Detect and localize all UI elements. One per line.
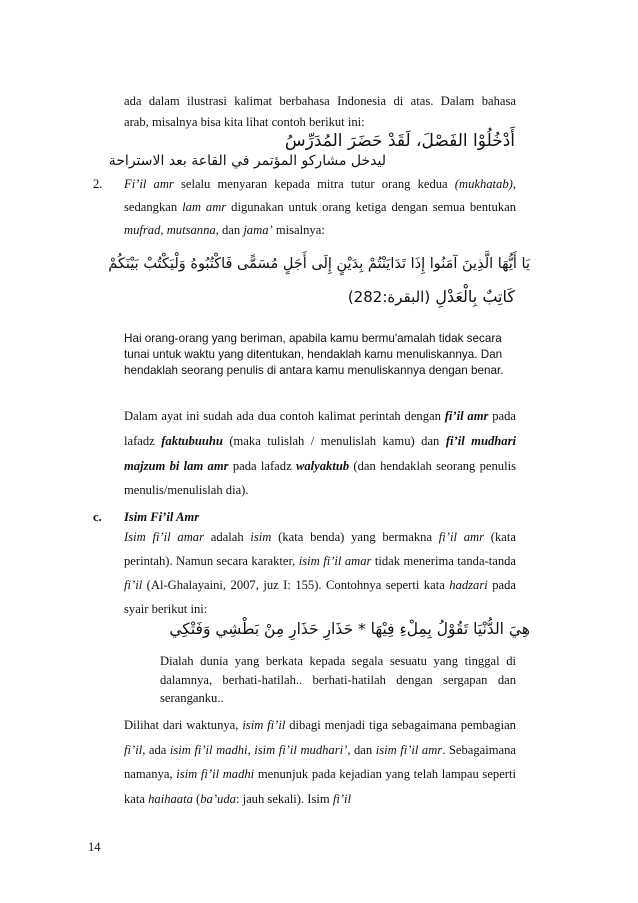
quran-verse-line-1: يَا أَيُّهَا الَّذِينَ آمَنُوا إِذَا تَدَايَنْتُمْ بِدَيْنٍ إِلَى أَجَلٍ مُسَمًّى فَاكْتُبُوهُ وَلْيَكْتُبْ بَيْنَكُمْ (108, 256, 530, 272)
arabic-example-2: ليدخل مشاركو المؤتمر في القاعة بعد الاستراحة (108, 153, 386, 169)
arabic-example-1: أَدْخُلُوْا الفَصْلَ، لَقَدْ حَضَرَ المُدَرِّسُ (284, 131, 515, 151)
arabic-poem: هِيَ الدُّنْيَا تَقُوْلُ بِمِلْءِ فِيْهَا * حَذَارِ حَذَارِ مِنْ بَطْشِي وَفَتْكِي (169, 620, 530, 638)
item-2-line-1: Fi’il amr selalu menyaran kepada mitra tutur orang kedua (mukhatab), (124, 177, 516, 191)
item-2-line-3: mufrad, mutsanna, dan jama’ misalnya: (124, 223, 325, 237)
section-c-letter: c. (93, 510, 102, 524)
poem-translation: Dialah dunia yang berkata kepada segala sesuatu yang tinggal di dalamnya, berhati-hatilah.. berhati-hatilah dengan sergapan dan seranganku.. (160, 654, 516, 705)
item-2-line-2: sedangkan lam amr digunakan untuk orang ketiga dengan semua bentukan (124, 200, 516, 214)
intro-line-2: arab, misalnya bisa kita lihat contoh berikut ini: (124, 115, 365, 129)
verse-explanation: Dalam ayat ini sudah ada dua contoh kalimat perintah dengan fi’il amr pada lafadz faktubuuhu (maka tulislah / menulislah kamu) dan fi’il mudhari majzum bi lam amr pada lafadz walyaktub (dan hendaklah seorang penulis menulis/menulislah dia). (124, 409, 517, 498)
verse-reference: (البقرة:282) (347, 288, 431, 306)
quran-verse-line-2: كَاتِبٌ بِالْعَدْلِ (البقرة:282) (347, 287, 515, 306)
section-c-paragraph-1: Isim fi’il amar adalah isim (kata benda) yang bermakna fi’il amr (kata perintah). Namun secara karakter, isim fi’il amar tidak menerima tanda-tanda fi’il (Al-Ghalayaini, 2007, juz I: 155). Contohnya seperti kata hadzari pada syair berikut ini: (124, 530, 517, 616)
page-number: 14 (88, 840, 101, 854)
verse-translation: Hai orang-orang yang beriman, apabila kamu bermu'amalah tidak secara tunai untuk waktu yang ditentukan, hendaklah kamu menuliskannya. Dan hendaklah seorang penulis di antara kamu menuliskannya dengan benar. (124, 332, 504, 377)
intro-line-1: ada dalam ilustrasi kalimat berbahasa Indonesia di atas. Dalam bahasa (124, 94, 516, 108)
section-c-heading: Isim Fi’il Amr (124, 510, 200, 524)
section-c-paragraph-2: Dilihat dari waktunya, isim fi’il dibagi menjadi tiga sebagaimana pembagian fi’il, ada isim fi’il madhi, isim fi’il mudhari’, dan isim fi’il amr. Sebagaimana namanya, isim fi’il madhi menunjuk pada kejadian yang telah lampau seperti kata haihaata (ba’uda: jauh sekali). Isim fi’il (124, 718, 517, 806)
item-2-number: 2. (93, 177, 103, 191)
